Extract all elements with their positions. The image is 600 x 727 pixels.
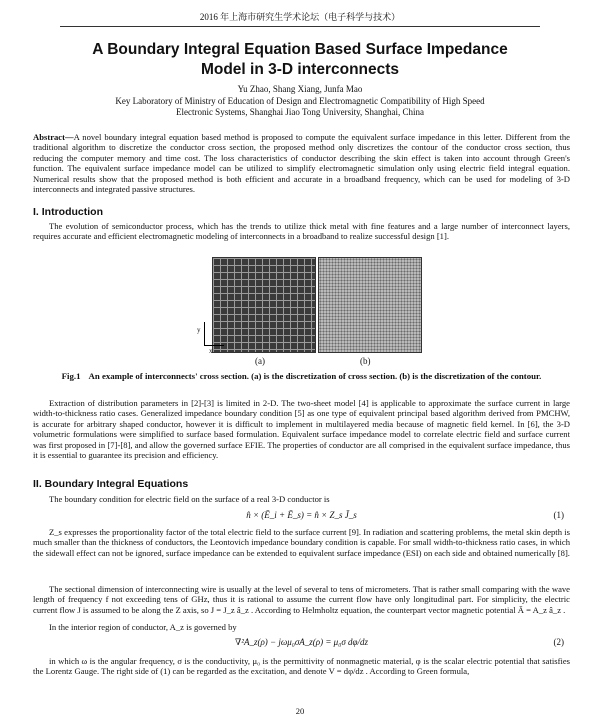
figure-label-b: (b)	[360, 356, 371, 366]
affiliation	[50, 96, 550, 118]
x-axis-line	[204, 345, 224, 346]
abstract	[33, 132, 570, 195]
equation-1-body: n̂ × (Ē_i + Ē_s) = n̂ × Z_s J̄_s	[246, 510, 357, 520]
equation-2-number: (2)	[553, 637, 564, 647]
y-axis-line	[204, 322, 205, 346]
equation-1	[33, 510, 570, 522]
figure-contour-discretization	[318, 257, 422, 353]
figure-caption	[33, 371, 570, 382]
affiliation-line-1: Key Laboratory of Ministry of Education of Design and Electromagnetic Compatibility of High Speed	[115, 96, 485, 106]
figure-cross-section-discretization	[212, 257, 316, 353]
paper-title	[40, 40, 560, 80]
running-header: 2016 年上海市研究生学术论坛（电子科学与技术）	[60, 12, 540, 27]
axes-icon	[197, 322, 227, 355]
figure-label-a: (a)	[255, 356, 265, 366]
section-heading-boundary-integral-equations: II. Boundary Integral Equations	[33, 478, 189, 490]
figure-number: Fig.1	[61, 371, 81, 381]
interior-region-paragraph: In the interior region of conductor, A_z is governed by	[49, 622, 237, 632]
bie-intro-paragraph: The boundary condition for electric field on the surface of a real 3-D conductor is	[49, 494, 330, 504]
author-list: Yu Zhao, Shang Xiang, Junfa Mao	[237, 84, 363, 94]
background-paragraph: Extraction of distribution parameters in [2]-[3] is limited in 2-D. The two-sheet model [4] is applicable to approximate the surface current in large width-to-thickness ratio cases. Generalized impedance boundary condition [5] as one type of equivalent principal based algorithm derived from PMCHW, is accurate for arbitrary shaped conductor, however it is difficult to implement in multilayered media because of magnetic field kernel. In [6], the 3-D volumetric formulations were simplified to surface based formulation. Equivalent surface impedance model to correlate electric field and surface current was first proposed in [7]-[8], and allow the governed surface EFIE. The properties of conductor are all comprised in the equivalent surface impedance, thus it is essential to guarantee its precision and efficiency.	[33, 398, 570, 461]
figure-caption-text: An example of interconnects' cross section. (a) is the discretization of cross section. (b) is the discretization of the contour.	[88, 371, 542, 381]
helmholtz-paragraph: The sectional dimension of interconnecting wire is usually at the level of several to tens of micrometers. That is rather small comparing with the wave length of frequency f not exceeding tens of GHz, thus it is rational to assume the current flow have only longitudinal part. For simplicity, the electric current flow J is assumed to be along the Z axis, so J = J_z â_z . According to Helmholtz equation, the counterpart vector magnetic potential Ā = A_z â_z .	[33, 584, 570, 615]
abstract-text: A novel boundary integral equation based method is proposed to compute the equivalent surface impedance in this letter. Different from the traditional algorithm to discretize the conductor cross section, the proposed method only discretizes the contour of the conductor cross section, thus reducing the computer memory and time cost. The loss characteristics of conductor describing the skin effect is taken into account through Green's function. The equivalent surface impedance model can be utilized to simplify electromagnetic simulation only using electric field integral equation. Numerical results show that the proposed method is both efficient and accurate in a broadband frequency, which can be used for modeling of 3-D interconnects and integrated passive structures.	[33, 132, 570, 195]
title-line-1: A Boundary Integral Equation Based Surface Impedance	[92, 41, 508, 58]
equation-2-body: ∇²A_z(ρ) − jωμ₀σA_z(ρ) = μ₀σ dφ/dz	[234, 637, 368, 647]
title-line-2: Model in 3-D interconnects	[200, 60, 400, 78]
abstract-label: Abstract—	[33, 132, 74, 142]
surface-impedance-paragraph: Z_s expresses the proportionality factor of the total electric field to the surface current [9]. In radiation and scattering problems, the metal skin depth is much smaller than the thickness of conductors, the Leontovich impedance boundary condition is capable. For small width-to-thickness ratio cases, in which the sidewall effect can not be ignored, surface impedance can be extended to equivalent surface impedance (ESI) on each side and obtained numerically [8].	[33, 527, 570, 558]
x-axis-label: x	[209, 347, 213, 355]
symbol-definition-paragraph: in which ω is the angular frequency, σ is the conductivity, μ₀ is the permittivity of nonmagnetic material, φ is the scalar electric potential that satisfies the Lorentz Gauge. The right side of (1) can be regarded as the excitation, and denote V = dφ/dz . According to Green formula,	[33, 656, 570, 677]
page-number: 20	[295, 706, 305, 716]
affiliation-line-2: Electronic Systems, Shanghai Jiao Tong University, Shanghai, China	[175, 106, 425, 117]
y-axis-label: y	[197, 326, 201, 334]
intro-paragraph: The evolution of semiconductor process, which has the trends to utilize thick metal with fine features and a large number of interconnect layers, requires accurate and efficient electromagnetic modeling of interconnects in a broadband to realize successful design [1].	[33, 221, 570, 242]
equation-2	[33, 637, 570, 649]
equation-1-number: (1)	[553, 510, 564, 520]
section-heading-introduction: I. Introduction	[33, 206, 103, 218]
